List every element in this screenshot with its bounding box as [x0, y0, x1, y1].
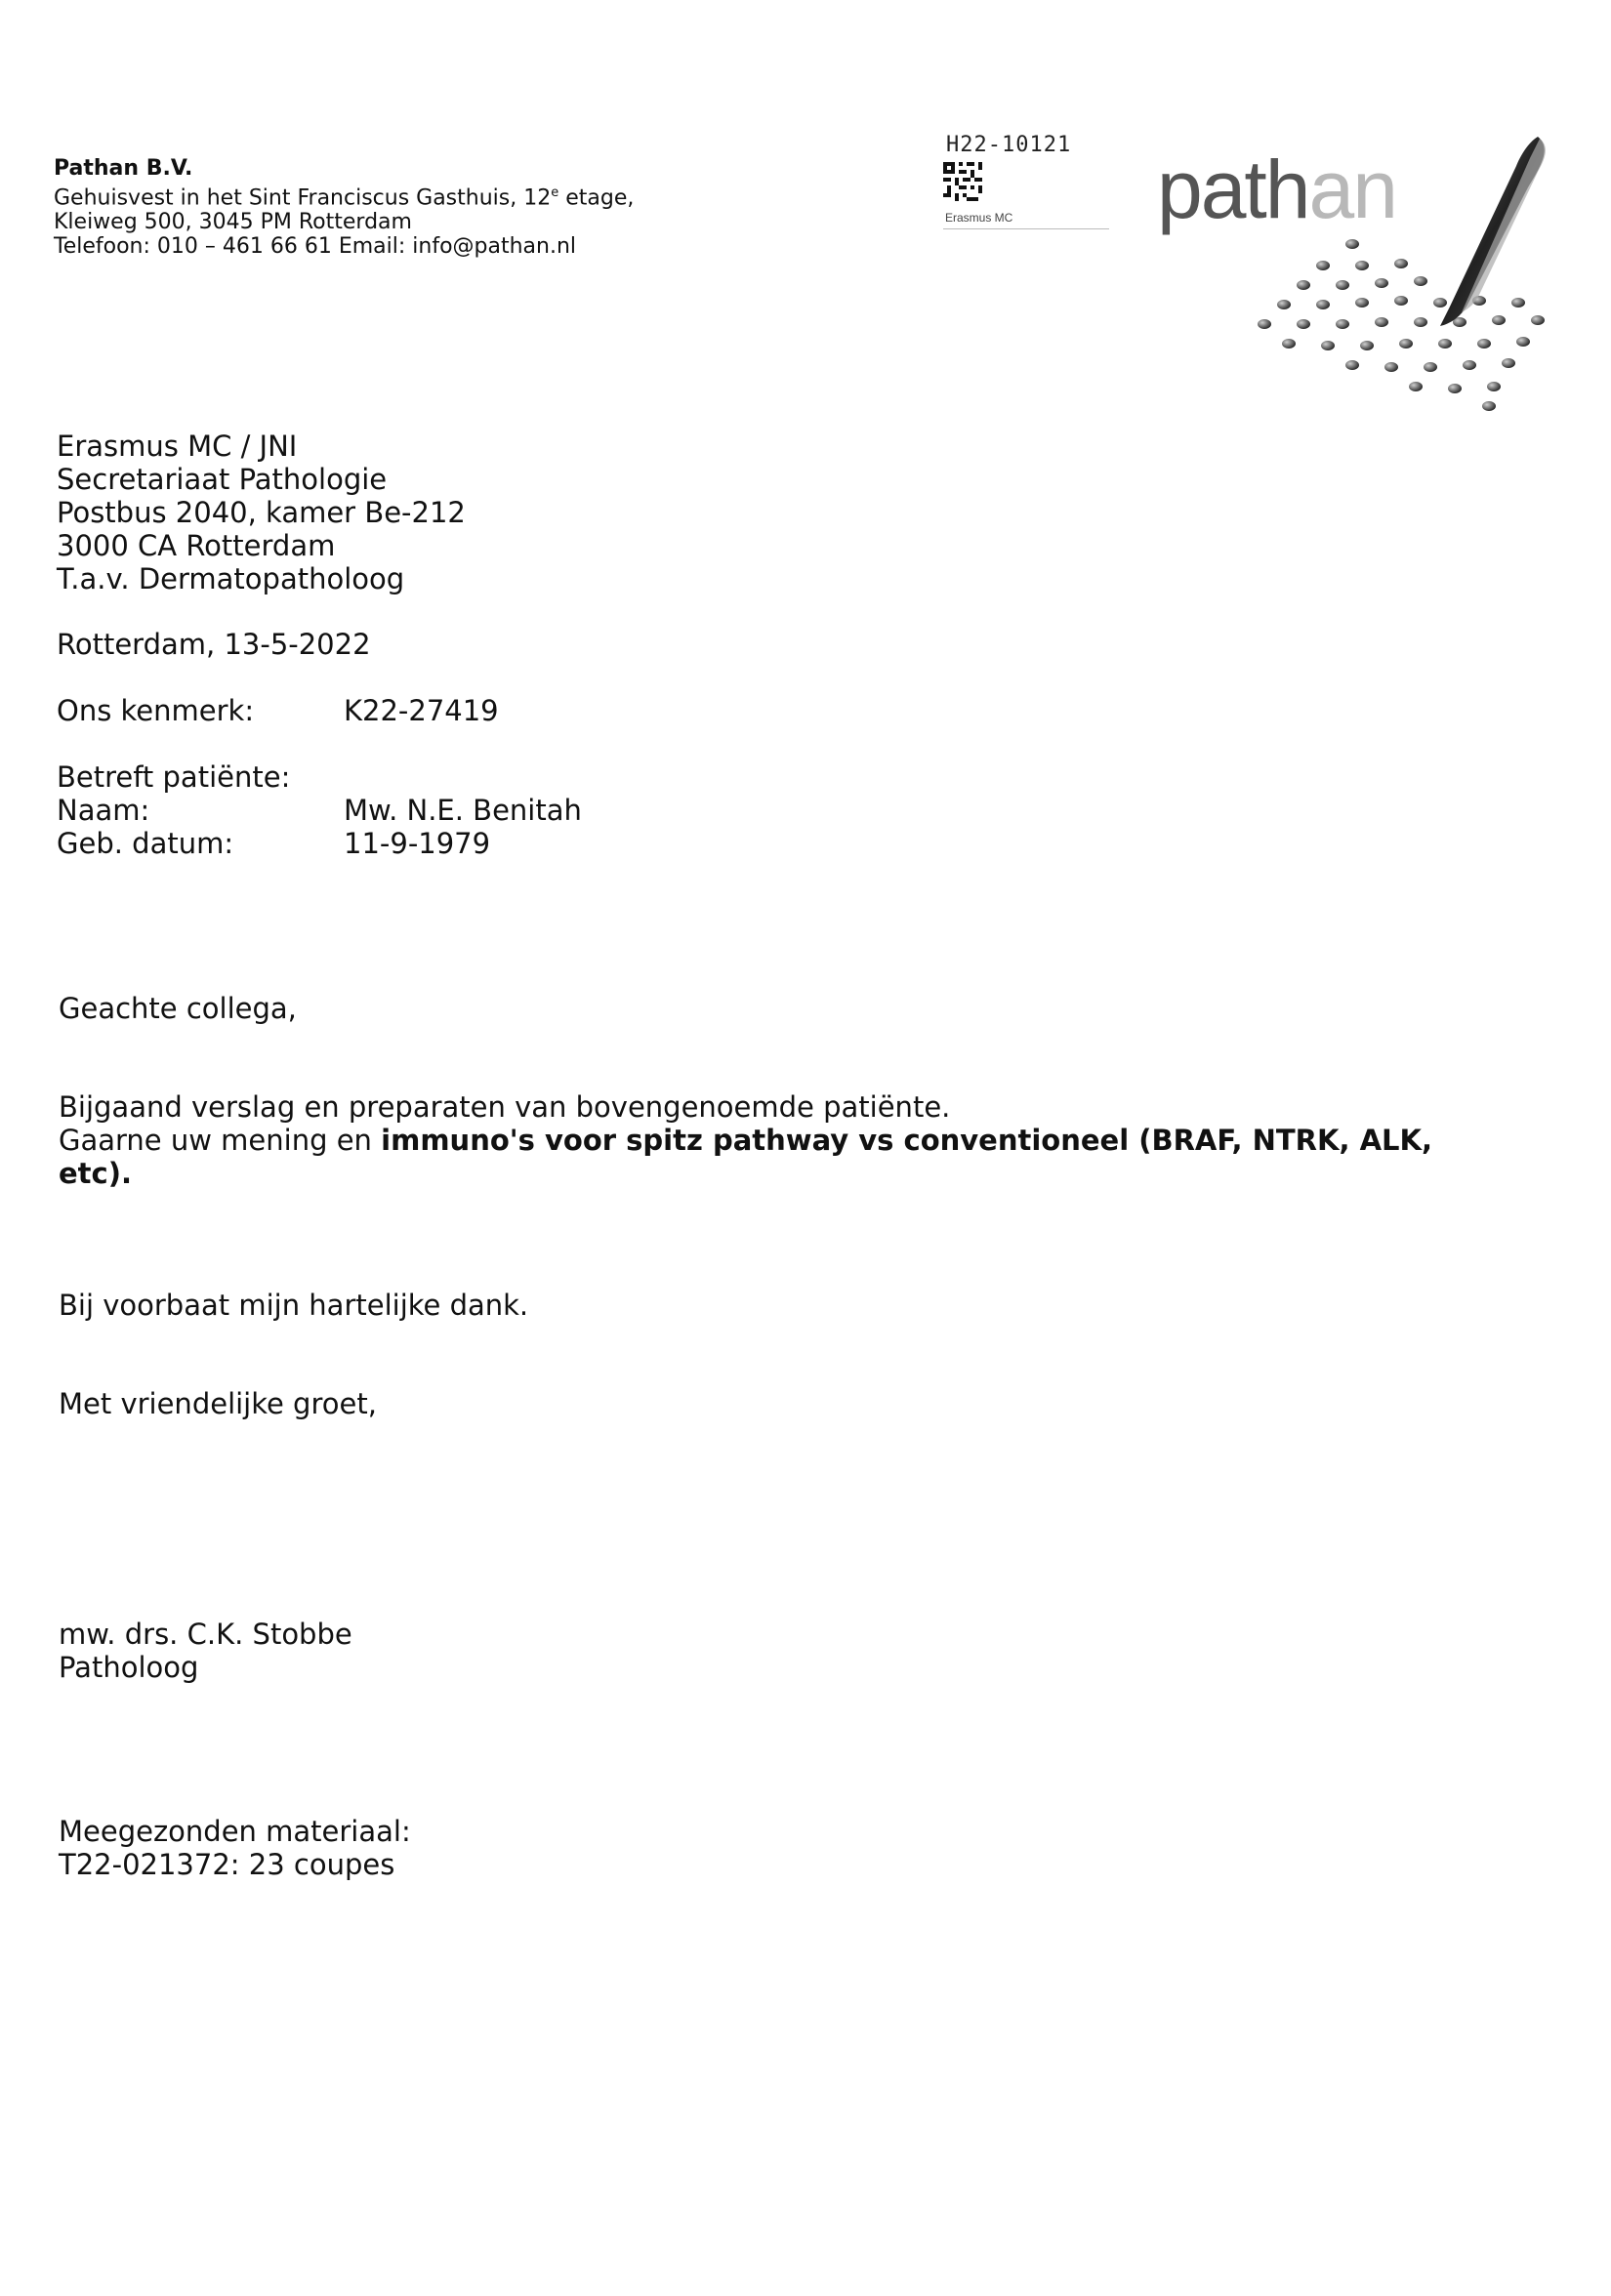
logo-dot [1492, 315, 1506, 325]
logo-dot [1477, 339, 1491, 348]
sticker-underline [943, 228, 1109, 229]
sender-contact: Telefoon: 010 – 461 66 61 Email: info@pathan.nl [54, 234, 577, 260]
signature-block [59, 1618, 352, 1684]
enclosures-item: T22-021372: 23 coupes [59, 1848, 395, 1881]
logo-dot [1321, 341, 1335, 350]
letter-body [59, 1090, 1432, 1190]
logo-dot [1336, 319, 1349, 329]
logo-dot [1482, 401, 1496, 411]
logo-dot [1394, 296, 1408, 306]
logo-text-light: an [1308, 144, 1396, 235]
salutation: Geachte collega, [59, 992, 297, 1025]
logo-text-dark: path [1157, 144, 1309, 235]
sender-address-line2: Kleiweg 500, 3045 PM Rotterdam [54, 210, 412, 235]
reference-value: K22-27419 [344, 694, 499, 727]
closing-line: Met vriendelijke groet, [59, 1387, 377, 1420]
patient-name-label: Naam: [57, 794, 150, 827]
logo-dot [1355, 261, 1369, 270]
logo-dot [1375, 278, 1388, 288]
sticker-code: H22-10121 [946, 133, 1072, 157]
logo-dot [1345, 239, 1359, 249]
logo-dot [1448, 384, 1462, 393]
signature-title: Patholoog [59, 1651, 199, 1684]
recipient-line: T.a.v. Dermatopatholoog [57, 562, 405, 595]
logo-dot [1258, 319, 1271, 329]
patient-values [344, 794, 582, 860]
logo-dot [1414, 317, 1427, 327]
signature-name: mw. drs. C.K. Stobbe [59, 1618, 352, 1651]
pathan-logo [1157, 129, 1567, 412]
logo-dot [1394, 259, 1408, 268]
sticker-org: Erasmus MC [945, 211, 1013, 225]
enclosures-block [59, 1815, 411, 1881]
logo-dot [1424, 362, 1437, 372]
logo-dot [1438, 339, 1452, 348]
patient-heading: Betreft patiënte: [57, 760, 291, 794]
patient-name-value: Mw. N.E. Benitah [344, 794, 582, 827]
recipient-line: Postbus 2040, kamer Be-212 [57, 496, 466, 529]
logo-dot [1433, 298, 1447, 308]
sender-address-main: Gehuisvest in het Sint Franciscus Gasthuis, 12 [54, 185, 552, 211]
logo-dot [1531, 315, 1545, 325]
logo-dot [1316, 300, 1330, 309]
logo-dot [1414, 276, 1427, 286]
recipient-line: Erasmus MC / JNI [57, 430, 298, 463]
logo-dot [1399, 339, 1413, 348]
thanks-line: Bij voorbaat mijn hartelijke dank. [59, 1289, 529, 1322]
patient-labels [57, 760, 290, 860]
body-line2-prefix: Gaarne uw mening en [59, 1124, 382, 1157]
logo-dot [1355, 298, 1369, 308]
logo-dot [1345, 360, 1359, 370]
logo-dot [1384, 362, 1398, 372]
sender-address-end: etage, [558, 185, 635, 211]
reference-label: Ons kenmerk: [57, 694, 255, 727]
patient-dob-label: Geb. datum: [57, 827, 234, 860]
sender-block [54, 156, 634, 259]
sender-address-sup: e [551, 185, 559, 200]
logo-dot [1516, 337, 1530, 347]
logo-dot [1502, 358, 1515, 368]
logo-dot [1336, 280, 1349, 290]
recipient-address [57, 430, 466, 595]
logo-dot [1277, 300, 1291, 309]
logo-dot [1360, 341, 1374, 350]
body-line2-bold: immuno's voor spitz pathway vs conventioneel (BRAF, NTRK, ALK, [381, 1124, 1433, 1157]
recipient-line: Secretariaat Pathologie [57, 463, 388, 496]
logo-dot [1511, 298, 1525, 308]
logo-dot [1375, 317, 1388, 327]
sender-address-line1 [54, 181, 634, 210]
barcode-sticker [943, 133, 1109, 232]
logo-dot [1297, 319, 1310, 329]
recipient-line: 3000 CA Rotterdam [57, 529, 336, 562]
qr-code-icon [943, 162, 982, 201]
logo-dot [1409, 382, 1423, 391]
logo-wordmark [1157, 144, 1396, 235]
body-line2 [59, 1124, 1432, 1157]
date-line: Rotterdam, 13-5-2022 [57, 628, 371, 661]
logo-dot [1487, 382, 1501, 391]
patient-dob-value: 11-9-1979 [344, 827, 491, 860]
logo-dot [1316, 261, 1330, 270]
logo-dot [1297, 280, 1310, 290]
body-line1: Bijgaand verslag en preparaten van bovengenoemde patiënte. [59, 1090, 951, 1124]
sender-name: Pathan B.V. [54, 156, 193, 181]
enclosures-heading: Meegezonden materiaal: [59, 1815, 411, 1848]
logo-dot [1463, 360, 1476, 370]
logo-dot [1282, 339, 1296, 348]
body-line3-bold: etc). [59, 1157, 132, 1190]
